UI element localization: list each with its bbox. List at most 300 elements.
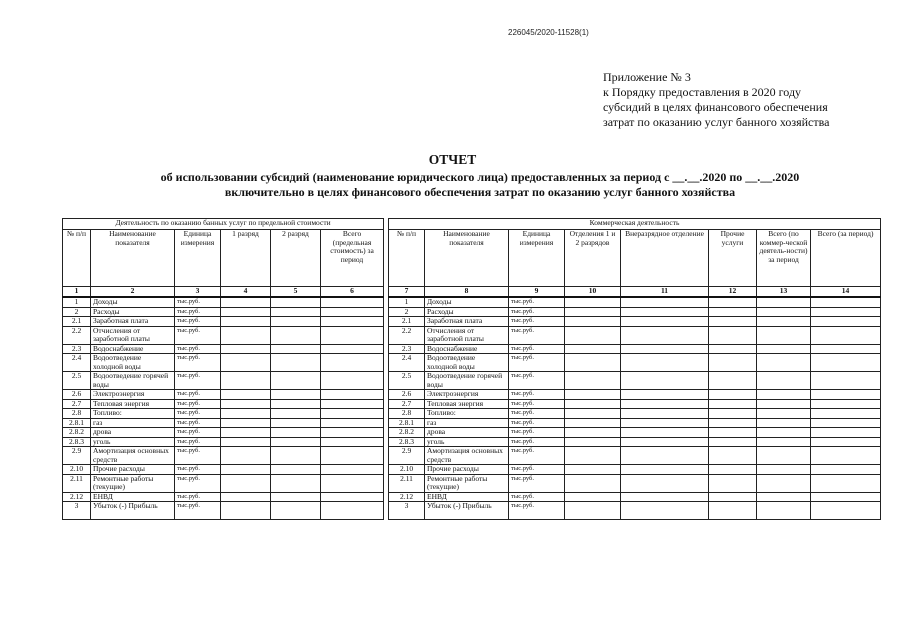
right-value-cell (811, 474, 881, 492)
right-value-cell (565, 502, 621, 520)
row-name: Тепловая энергия (91, 399, 175, 409)
table-row (389, 390, 881, 400)
row-name: Водоснабжение (91, 344, 175, 354)
left-value-cell (221, 437, 271, 447)
right-value-cell (811, 399, 881, 409)
column-number: 12 (709, 287, 757, 298)
right-value-cell (709, 307, 757, 317)
right-value-cell (565, 307, 621, 317)
right-value-cell (757, 428, 811, 438)
row-name: Тепловая энергия (425, 399, 509, 409)
left-value-cell (221, 409, 271, 419)
left-value-cell (271, 428, 321, 438)
column-number: 9 (509, 287, 565, 298)
right-value-cell (757, 418, 811, 428)
right-value-cell (709, 502, 757, 520)
right-value-cell (757, 317, 811, 327)
column-header: № п/п (389, 230, 425, 287)
row-name: Топливо: (425, 409, 509, 419)
right-value-cell (565, 390, 621, 400)
left-value-cell (271, 399, 321, 409)
row-unit: тыс.руб. (509, 390, 565, 400)
row-number: 2.8 (389, 409, 425, 419)
right-value-cell (565, 317, 621, 327)
row-unit: тыс.руб. (509, 447, 565, 465)
table-row (63, 297, 384, 307)
table-row (63, 390, 384, 400)
left-value-cell (221, 399, 271, 409)
right-value-cell (811, 344, 881, 354)
left-value-cell (221, 326, 271, 344)
right-value-cell (621, 317, 709, 327)
left-value-cell (271, 372, 321, 390)
column-number: 2 (91, 287, 175, 298)
right-value-cell (757, 297, 811, 307)
left-value-cell (321, 437, 384, 447)
column-header: Всего (по коммер-ческой деятель-ности) за период (757, 230, 811, 287)
left-value-cell (321, 465, 384, 475)
row-unit: тыс.руб. (175, 297, 221, 307)
left-value-cell (321, 297, 384, 307)
left-value-cell (221, 317, 271, 327)
left-value-cell (321, 418, 384, 428)
right-value-cell (565, 297, 621, 307)
right-value-cell (709, 447, 757, 465)
row-number: 2.6 (63, 390, 91, 400)
table-row (63, 317, 384, 327)
row-number: 1 (63, 297, 91, 307)
row-unit: тыс.руб. (175, 372, 221, 390)
table-row (63, 399, 384, 409)
right-value-cell (565, 399, 621, 409)
column-number: 14 (811, 287, 881, 298)
left-value-cell (221, 428, 271, 438)
left-value-cell (321, 372, 384, 390)
left-value-cell (271, 354, 321, 372)
table-row (389, 418, 881, 428)
row-unit: тыс.руб. (509, 418, 565, 428)
row-number: 2.3 (63, 344, 91, 354)
table-row (63, 428, 384, 438)
row-name: Доходы (91, 297, 175, 307)
row-name: Водоотведение горячей воды (425, 372, 509, 390)
right-value-cell (811, 418, 881, 428)
right-value-cell (709, 372, 757, 390)
column-number: 7 (389, 287, 425, 298)
table-row (389, 437, 881, 447)
right-value-cell (757, 344, 811, 354)
row-unit: тыс.руб. (175, 428, 221, 438)
left-value-cell (221, 307, 271, 317)
left-value-cell (221, 447, 271, 465)
right-value-cell (709, 409, 757, 419)
report-subtitle (100, 170, 860, 200)
left-value-cell (271, 465, 321, 475)
row-number: 2.8.3 (389, 437, 425, 447)
left-value-cell (321, 307, 384, 317)
right-value-cell (811, 409, 881, 419)
right-value-cell (811, 354, 881, 372)
row-name: Топливо: (91, 409, 175, 419)
row-number: 2.12 (63, 492, 91, 502)
row-unit: тыс.руб. (175, 317, 221, 327)
right-value-cell (621, 418, 709, 428)
row-name: Амортизация основных средств (91, 447, 175, 465)
row-name: Заработная плата (91, 317, 175, 327)
row-number: 2.5 (63, 372, 91, 390)
left-value-cell (271, 297, 321, 307)
right-value-cell (757, 307, 811, 317)
right-value-cell (621, 297, 709, 307)
left-value-cell (221, 372, 271, 390)
left-value-cell (271, 437, 321, 447)
table-row (63, 344, 384, 354)
right-value-cell (811, 390, 881, 400)
row-number: 2.12 (389, 492, 425, 502)
left-value-cell (221, 390, 271, 400)
table-row (389, 344, 881, 354)
right-value-cell (565, 372, 621, 390)
right-value-cell (811, 465, 881, 475)
left-value-cell (321, 474, 384, 492)
right-value-cell (709, 428, 757, 438)
document-id: 226045/2020-11528(1) (508, 28, 589, 37)
row-unit: тыс.руб. (175, 399, 221, 409)
table-row (389, 465, 881, 475)
right-value-cell (709, 474, 757, 492)
right-value-cell (757, 372, 811, 390)
left-value-cell (221, 502, 271, 520)
column-number: 4 (221, 287, 271, 298)
subtitle-line: включительно в целях финансового обеспечения затрат по оказанию услуг банного хозяйства (224, 185, 736, 199)
right-value-cell (811, 326, 881, 344)
column-header: Единица измерения (509, 230, 565, 287)
table-row (63, 418, 384, 428)
row-number: 2.2 (389, 326, 425, 344)
row-unit: тыс.руб. (509, 492, 565, 502)
left-value-cell (321, 317, 384, 327)
right-value-cell (621, 437, 709, 447)
column-header: № п/п (63, 230, 91, 287)
column-header: Всего (за период) (811, 230, 881, 287)
left-value-cell (271, 418, 321, 428)
row-unit: тыс.руб. (175, 418, 221, 428)
column-header: 2 разряд (271, 230, 321, 287)
row-unit: тыс.руб. (175, 409, 221, 419)
column-number: 6 (321, 287, 384, 298)
column-header: Прочие услуги (709, 230, 757, 287)
row-name: Водоотведение горячей воды (91, 372, 175, 390)
right-value-cell (709, 390, 757, 400)
left-value-cell (321, 447, 384, 465)
right-value-cell (811, 428, 881, 438)
right-value-cell (811, 502, 881, 520)
row-number: 2.4 (389, 354, 425, 372)
left-value-cell (221, 492, 271, 502)
row-name: Электроэнергия (425, 390, 509, 400)
right-value-cell (621, 372, 709, 390)
table-row (389, 409, 881, 419)
column-number: 11 (621, 287, 709, 298)
row-name: Ремонтные работы (текущие) (91, 474, 175, 492)
row-unit: тыс.руб. (175, 344, 221, 354)
row-unit: тыс.руб. (509, 372, 565, 390)
right-value-cell (565, 409, 621, 419)
left-value-cell (221, 465, 271, 475)
right-value-cell (811, 447, 881, 465)
row-number: 2.8.2 (389, 428, 425, 438)
row-name: Водоснабжение (425, 344, 509, 354)
right-value-cell (565, 344, 621, 354)
right-value-cell (709, 317, 757, 327)
right-section-header: Коммерческая деятельность (389, 219, 881, 230)
row-unit: тыс.руб. (509, 317, 565, 327)
right-value-cell (621, 492, 709, 502)
row-unit: тыс.руб. (509, 437, 565, 447)
row-number: 3 (389, 502, 425, 520)
row-unit: тыс.руб. (509, 409, 565, 419)
left-value-cell (321, 354, 384, 372)
appendix-line: субсидий в целях финансового обеспечения (603, 100, 828, 114)
right-value-cell (565, 428, 621, 438)
right-value-cell (565, 474, 621, 492)
row-number: 2.6 (389, 390, 425, 400)
row-number: 2.7 (389, 399, 425, 409)
row-name: дрова (91, 428, 175, 438)
right-value-cell (757, 399, 811, 409)
row-number: 1 (389, 297, 425, 307)
right-value-cell (757, 465, 811, 475)
left-value-cell (271, 409, 321, 419)
row-number: 2.4 (63, 354, 91, 372)
right-value-cell (565, 447, 621, 465)
left-value-cell (221, 354, 271, 372)
right-value-cell (565, 465, 621, 475)
table-row (389, 502, 881, 520)
left-value-cell (271, 307, 321, 317)
table-row (63, 502, 384, 520)
right-value-cell (621, 326, 709, 344)
row-unit: тыс.руб. (175, 492, 221, 502)
column-header: Отделения 1 и 2 разрядов (565, 230, 621, 287)
right-value-cell (621, 399, 709, 409)
row-unit: тыс.руб. (509, 428, 565, 438)
left-value-cell (221, 297, 271, 307)
table-row (63, 372, 384, 390)
row-number: 2.8.1 (63, 418, 91, 428)
appendix-line: затрат по оказанию услуг банного хозяйства (603, 115, 830, 129)
right-value-cell (811, 372, 881, 390)
column-header: Всего (предельная стоимость) за период (321, 230, 384, 287)
right-value-cell (811, 297, 881, 307)
row-unit: тыс.руб. (175, 307, 221, 317)
left-value-cell (321, 428, 384, 438)
left-section-header: Деятельность по оказанию банных услуг по предельной стоимости (63, 219, 384, 230)
right-value-cell (709, 344, 757, 354)
right-value-cell (757, 502, 811, 520)
column-header: 1 разряд (221, 230, 271, 287)
column-number: 5 (271, 287, 321, 298)
column-number: 13 (757, 287, 811, 298)
right-value-cell (757, 447, 811, 465)
table-row (389, 354, 881, 372)
right-value-cell (621, 307, 709, 317)
row-unit: тыс.руб. (175, 326, 221, 344)
row-name: Ремонтные работы (текущие) (425, 474, 509, 492)
row-name: Амортизация основных средств (425, 447, 509, 465)
row-unit: тыс.руб. (509, 474, 565, 492)
row-number: 2.8 (63, 409, 91, 419)
row-name: Убыток (-) Прибыль (91, 502, 175, 520)
left-value-cell (271, 492, 321, 502)
row-number: 2.8.1 (389, 418, 425, 428)
row-name: ЕНВД (425, 492, 509, 502)
row-name: Электроэнергия (91, 390, 175, 400)
left-value-cell (321, 399, 384, 409)
row-name: Расходы (425, 307, 509, 317)
left-value-cell (321, 326, 384, 344)
right-value-cell (565, 326, 621, 344)
table-row (63, 307, 384, 317)
table-row (63, 437, 384, 447)
table-row (63, 492, 384, 502)
row-number: 2.7 (63, 399, 91, 409)
right-value-cell (709, 399, 757, 409)
right-value-cell (621, 447, 709, 465)
row-name: газ (425, 418, 509, 428)
right-value-cell (621, 502, 709, 520)
row-unit: тыс.руб. (175, 465, 221, 475)
right-value-cell (757, 390, 811, 400)
row-name: Доходы (425, 297, 509, 307)
left-value-cell (221, 474, 271, 492)
right-value-cell (621, 344, 709, 354)
column-number: 10 (565, 287, 621, 298)
row-unit: тыс.руб. (509, 399, 565, 409)
row-number: 2.11 (389, 474, 425, 492)
right-value-cell (565, 418, 621, 428)
row-unit: тыс.руб. (175, 474, 221, 492)
right-value-cell (811, 437, 881, 447)
row-name: Отчисления от заработной платы (91, 326, 175, 344)
row-number: 2.8.3 (63, 437, 91, 447)
table-row (63, 354, 384, 372)
left-value-cell (271, 502, 321, 520)
right-value-cell (709, 354, 757, 372)
table-row (389, 372, 881, 390)
table-row (389, 428, 881, 438)
left-value-cell (321, 344, 384, 354)
row-unit: тыс.руб. (509, 297, 565, 307)
left-value-cell (271, 447, 321, 465)
right-value-cell (621, 390, 709, 400)
right-value-cell (565, 354, 621, 372)
row-name: Прочие расходы (91, 465, 175, 475)
row-name: ЕНВД (91, 492, 175, 502)
column-number: 1 (63, 287, 91, 298)
table-row (63, 326, 384, 344)
right-value-cell (621, 428, 709, 438)
left-table (62, 218, 384, 520)
right-value-cell (709, 326, 757, 344)
appendix-line: Приложение № 3 (603, 70, 691, 84)
row-name: Заработная плата (425, 317, 509, 327)
table-row (389, 492, 881, 502)
right-value-cell (621, 409, 709, 419)
row-name: Водоотведение холодной воды (91, 354, 175, 372)
right-value-cell (811, 492, 881, 502)
column-header: Наименование показателя (425, 230, 509, 287)
row-unit: тыс.руб. (175, 447, 221, 465)
column-number: 8 (425, 287, 509, 298)
right-table (388, 218, 881, 520)
column-header: Внеразрядное отделение (621, 230, 709, 287)
right-value-cell (709, 492, 757, 502)
subtitle-line: об использовании субсидий (наименование юридического лица) предоставленных за период с __.__.2020 по __.__.2020 (160, 170, 800, 184)
row-number: 2.3 (389, 344, 425, 354)
table-row (63, 409, 384, 419)
row-number: 2.5 (389, 372, 425, 390)
right-value-cell (621, 474, 709, 492)
left-value-cell (321, 502, 384, 520)
table-row (389, 399, 881, 409)
row-name: Отчисления от заработной платы (425, 326, 509, 344)
row-number: 2.2 (63, 326, 91, 344)
row-name: газ (91, 418, 175, 428)
row-unit: тыс.руб. (175, 502, 221, 520)
right-value-cell (709, 465, 757, 475)
row-number: 2.1 (63, 317, 91, 327)
left-value-cell (221, 418, 271, 428)
table-row (389, 307, 881, 317)
table-row (63, 447, 384, 465)
row-name: дрова (425, 428, 509, 438)
right-value-cell (709, 297, 757, 307)
left-value-cell (271, 474, 321, 492)
row-name: Водоотведение холодной воды (425, 354, 509, 372)
table-row (389, 297, 881, 307)
row-number: 2.8.2 (63, 428, 91, 438)
left-value-cell (271, 390, 321, 400)
row-name: Убыток (-) Прибыль (425, 502, 509, 520)
row-unit: тыс.руб. (509, 465, 565, 475)
row-number: 2 (389, 307, 425, 317)
row-unit: тыс.руб. (509, 326, 565, 344)
left-value-cell (271, 326, 321, 344)
row-unit: тыс.руб. (175, 437, 221, 447)
right-value-cell (757, 492, 811, 502)
row-name: уголь (91, 437, 175, 447)
row-unit: тыс.руб. (509, 344, 565, 354)
table-row (389, 447, 881, 465)
left-value-cell (221, 344, 271, 354)
right-value-cell (757, 326, 811, 344)
row-name: Прочие расходы (425, 465, 509, 475)
column-header: Наименование показателя (91, 230, 175, 287)
right-value-cell (621, 465, 709, 475)
row-number: 2.10 (389, 465, 425, 475)
right-value-cell (811, 317, 881, 327)
row-number: 2.11 (63, 474, 91, 492)
row-number: 2.9 (389, 447, 425, 465)
table-row (389, 317, 881, 327)
right-value-cell (811, 307, 881, 317)
left-value-cell (321, 390, 384, 400)
left-value-cell (321, 492, 384, 502)
right-value-cell (757, 474, 811, 492)
row-number: 3 (63, 502, 91, 520)
row-number: 2 (63, 307, 91, 317)
